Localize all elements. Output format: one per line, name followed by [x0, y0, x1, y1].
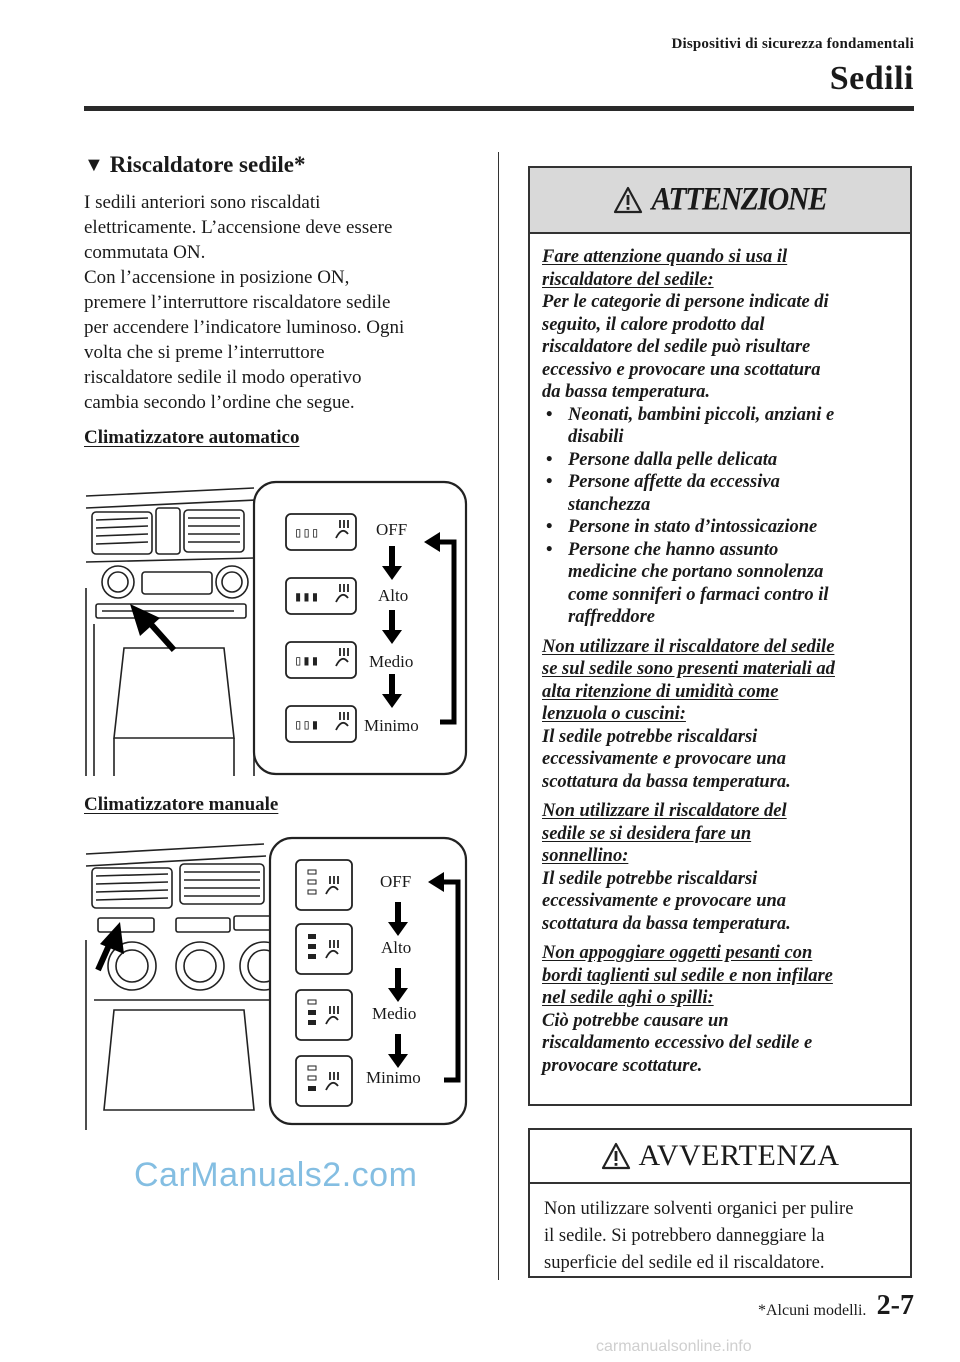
mode-label-minimo: Minimo: [364, 716, 419, 735]
intro-line: premere l’interruttore riscaldatore sedile: [84, 292, 391, 313]
list-item-line: • Persone che hanno assunto: [568, 539, 779, 560]
mode-label-off: OFF: [380, 872, 412, 891]
warning-lead: sonnellino:: [542, 846, 629, 866]
avvertenza-box: [528, 1128, 912, 1278]
subheading-automatic-climate: Climatizzatore automatico: [84, 427, 300, 448]
svg-text:▮▮▮: ▮▮▮: [294, 589, 320, 605]
avvertenza-title: AVVERTENZA: [638, 1139, 840, 1172]
intro-line: I sedili anteriori sono riscaldati: [84, 192, 321, 213]
column-divider: [498, 152, 499, 1280]
triangle-down-icon: ▼: [84, 153, 104, 176]
list-item-line: disabili: [568, 427, 624, 447]
warning-text: riscaldatore del sedile può risultare: [542, 337, 811, 357]
attenzione-box: [528, 166, 912, 1106]
warning-triangle-icon: [613, 186, 643, 214]
footnote: *Alcuni modelli.: [758, 1302, 867, 1319]
list-item-line: • Persone affette da eccessiva: [568, 472, 780, 492]
warning-lead: Fare attenzione quando si usa il: [542, 247, 788, 267]
warning-text: da bassa temperatura.: [542, 382, 711, 402]
mode-label-medio: Medio: [372, 1004, 417, 1023]
mode-label-medio: Medio: [369, 652, 414, 671]
warning-lead: se sul sedile sono presenti materiali ad: [542, 659, 835, 679]
mode-label-alto: Alto: [378, 586, 409, 605]
section-heading-text: Riscaldatore sedile*: [109, 152, 306, 177]
subheading-manual-climate: Climatizzatore manuale: [84, 794, 279, 815]
list-item-line: • Neonati, bambini piccoli, anziani e: [568, 404, 835, 425]
list-item: [542, 539, 898, 629]
warning-text: seguito, il calore prodotto dal: [542, 314, 765, 335]
warning-text: scottatura da bassa temperatura.: [542, 913, 791, 934]
avvertenza-header: [530, 1130, 910, 1184]
page-title: Sedili: [829, 60, 914, 97]
warning-text: Il sedile potrebbe riscaldarsi: [542, 868, 758, 889]
watermark-logo: CarManuals2.com: [134, 1156, 418, 1194]
warning-text: eccessivamente e provocare una: [542, 891, 787, 911]
figure-manual-climate: [84, 830, 470, 1130]
intro-line: elettricamente. L’accensione deve essere: [84, 217, 393, 238]
warning-lead: bordi taglienti sul sedile e non infilare: [542, 965, 833, 986]
attenzione-header: [530, 168, 910, 234]
svg-text:▯▯▯: ▯▯▯: [294, 525, 320, 541]
avvertenza-body: [530, 1184, 910, 1289]
header-rule: [84, 106, 914, 111]
list-item: [542, 449, 898, 472]
warning-text: eccessivo e provocare una scottatura: [542, 359, 821, 380]
warning-text: riscaldamento eccessivo del sedile e: [542, 1033, 813, 1053]
warning-lead: nel sedile aghi o spilli:: [542, 988, 714, 1008]
warning-text: eccessivamente e provocare una: [542, 749, 787, 769]
warning-text: Per le categorie di persone indicate di: [542, 292, 829, 312]
figure-automatic-climate: [84, 478, 470, 776]
intro-line: volta che si preme l’interruttore: [84, 342, 325, 363]
warning-lead: Non appoggiare oggetti pesanti con: [542, 943, 813, 963]
people-list: [542, 404, 898, 629]
intro-line: commutata ON.: [84, 242, 206, 263]
warning-text: provocare scottature.: [542, 1055, 703, 1076]
warning-triangle-icon: [601, 1142, 631, 1170]
mode-label-alto: Alto: [381, 938, 412, 957]
warning-lead: alta ritenzione di umidità come: [542, 681, 779, 702]
intro-line: riscaldatore sedile il modo operativo: [84, 367, 362, 388]
list-item: [542, 516, 898, 539]
attenzione-body: [530, 234, 910, 1077]
warning-lead: sedile se si desidera fare un: [542, 823, 752, 844]
list-item-line: stanchezza: [568, 494, 651, 515]
intro-line: per accendere l’indicatore luminoso. Ogni: [84, 317, 405, 338]
mode-label-off: OFF: [376, 520, 408, 539]
list-item-line: • Persone dalla pelle delicata: [568, 449, 778, 470]
list-item: [542, 404, 898, 449]
header-section-title: Dispositivi di sicurezza fondamentali: [671, 36, 914, 52]
mode-label-minimo: Minimo: [366, 1068, 421, 1087]
list-item-line: medicine che portano sonnolenza: [568, 562, 824, 582]
page-number: 2-7: [876, 1290, 914, 1321]
svg-text:▯▯▮: ▯▯▮: [294, 717, 320, 733]
site-url-watermark: carmanualsonline.info: [596, 1338, 752, 1355]
list-item: [542, 471, 898, 516]
warning-text: scottatura da bassa temperatura.: [542, 771, 791, 792]
svg-text:▯▮▮: ▯▮▮: [294, 653, 320, 669]
intro-line: Con l’accensione in posizione ON,: [84, 267, 350, 288]
avvertenza-line: il sedile. Si potrebbero danneggiare la: [544, 1226, 825, 1246]
avvertenza-line: superficie del sedile ed il riscaldatore.: [544, 1253, 825, 1273]
list-item-line: • Persone in stato d’intossicazione: [568, 517, 818, 537]
section-heading: [84, 152, 476, 178]
warning-text: Il sedile potrebbe riscaldarsi: [542, 726, 758, 747]
left-column: [84, 152, 476, 449]
intro-paragraph: [84, 190, 476, 415]
list-item-line: come sonniferi o farmaci contro il: [568, 584, 829, 605]
intro-line: cambia secondo l’ordine che segue.: [84, 392, 355, 413]
attenzione-title: ATTENZIONE: [651, 181, 827, 218]
warning-lead: riscaldatore del sedile:: [542, 269, 714, 290]
avvertenza-line: Non utilizzare solventi organici per pulire: [544, 1199, 854, 1219]
warning-lead: Non utilizzare il riscaldatore del: [542, 801, 787, 821]
warning-lead: lenzuola o cuscini:: [542, 704, 686, 724]
warning-text: Ciò potrebbe causare un: [542, 1010, 729, 1031]
list-item-line: raffreddore: [568, 607, 656, 627]
warning-lead: Non utilizzare il riscaldatore del sedile: [542, 636, 835, 657]
